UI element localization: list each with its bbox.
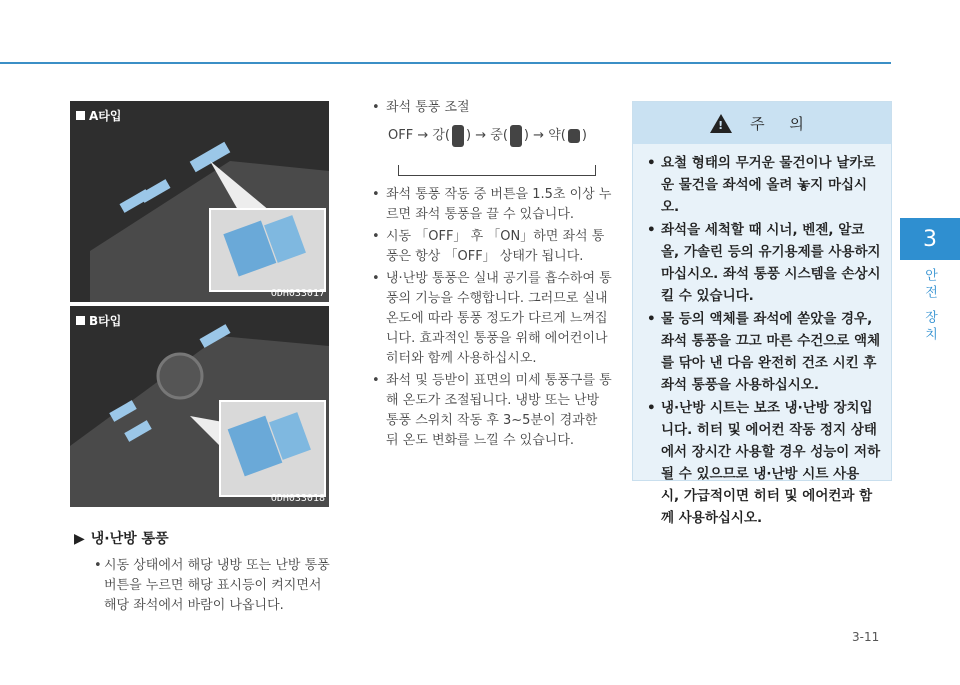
chapter-name: 안전 장치 <box>922 268 937 345</box>
seq-close-1: ) <box>466 128 472 143</box>
triangle-right-icon: ▶ <box>74 531 85 547</box>
caution-header <box>633 102 891 144</box>
fan-high-icon <box>452 125 464 147</box>
seq-arrow-3: → <box>533 128 545 143</box>
note-item: • 시동 「OFF」 후 「ON」하면 좌석 통풍은 항상 「OFF」 상태가 됩니다. <box>372 229 605 264</box>
seq-weak: 약( <box>548 128 566 143</box>
warning-icon: ! <box>710 114 732 133</box>
seq-close-2: ) <box>523 128 529 143</box>
caution-box <box>632 101 892 526</box>
photo-label-text-a: A타입 <box>89 109 122 123</box>
photo-label-text-b: B타입 <box>89 314 122 328</box>
caution-item: • 냉·난방 시트는 보조 냉·난방 장치입니다. 히터 및 에어컨 작동 정지 상태에서 장시간 사용할 경우 성능이 저하될 수 있으므로 냉·난방 시트 사용 시, 가급적이면 히터 및 에어컨과 함께 사용하십시오. <box>647 400 881 526</box>
photo-type-a <box>70 101 329 302</box>
photo-label-a <box>76 107 121 124</box>
photo-code-a: ODH033017 <box>270 288 325 299</box>
bullet: • <box>94 558 102 573</box>
header-rule <box>0 62 891 64</box>
note-item: • 냉·난방 통풍은 실내 공기를 흡수하여 통풍의 기능을 수행합니다. 그러므로 실내 온도에 따라 통풍 정도가 다르게 느껴집니다. 효과적인 통풍을 위해 에어컨이나 히터와 함께 사용하십시오. <box>372 271 612 366</box>
console-illustration-a <box>70 101 329 302</box>
note-item: • 좌석 및 등받이 표면의 미세 통풍구를 통해 온도가 조절됩니다. 냉방 또는 난방 통풍 스위치 작동 후 3~5분이 경과한 뒤 온도 변화를 느낄 수 있습니다. <box>372 373 612 448</box>
fan-sequence <box>388 124 587 147</box>
seq-strong: 강( <box>432 128 451 143</box>
photo-type-b <box>70 306 329 507</box>
photo-code-b: ODH033018 <box>270 493 325 504</box>
ventilation-notes <box>372 185 612 453</box>
fan-low-icon <box>568 129 580 143</box>
fan-medium-icon <box>510 125 522 147</box>
seq-close-3: ) <box>581 128 587 143</box>
photo-label-b <box>76 312 121 329</box>
seq-arrow-1: → <box>417 128 429 143</box>
page-number: 3-11 <box>852 630 880 644</box>
caution-item: • 요철 형태의 무거운 물건이나 날카로운 물건을 좌석에 올려 놓지 마십시오. <box>647 155 876 215</box>
seq-arrow-2: → <box>475 128 487 143</box>
caution-item: • 좌석을 세척할 때 시너, 벤젠, 알코올, 가솔린 등의 유기용제를 사용하지 마십시오. 좌석 통풍 시스템을 손상시킬 수 있습니다. <box>647 222 881 304</box>
caution-title: 주 의 <box>750 114 814 133</box>
seq-off: OFF <box>388 128 414 143</box>
sequence-loop-line <box>398 165 596 176</box>
section-heading-text: 냉·난방 통풍 <box>90 531 169 547</box>
section-paragraph-text: 시동 상태에서 해당 냉방 또는 난방 통풍 버튼을 누르면 해당 표시등이 켜지면서 해당 좌석에서 바람이 나옵니다. <box>104 558 330 613</box>
section-paragraph <box>94 556 336 616</box>
seq-medium: 중( <box>490 128 508 143</box>
ventilation-control-title: • 좌석 통풍 조절 <box>372 100 470 115</box>
note-item: • 좌석 통풍 작동 중 버튼을 1.5초 이상 누르면 좌석 통풍을 끌 수 있습니다. <box>372 187 612 222</box>
caution-item: • 물 등의 액체를 좌석에 쏟았을 경우, 좌석 통풍을 끄고 마른 수건으로 액체를 닦아 낸 다음 완전히 건조 시킨 후 좌석 통풍을 사용하십시오. <box>647 311 881 393</box>
console-illustration-b <box>70 306 329 507</box>
section-heading <box>74 528 169 548</box>
ventilation-title-text: 좌석 통풍 조절 <box>386 100 470 115</box>
chapter-tab[interactable] <box>900 218 960 260</box>
chapter-number: 3 <box>923 226 937 252</box>
